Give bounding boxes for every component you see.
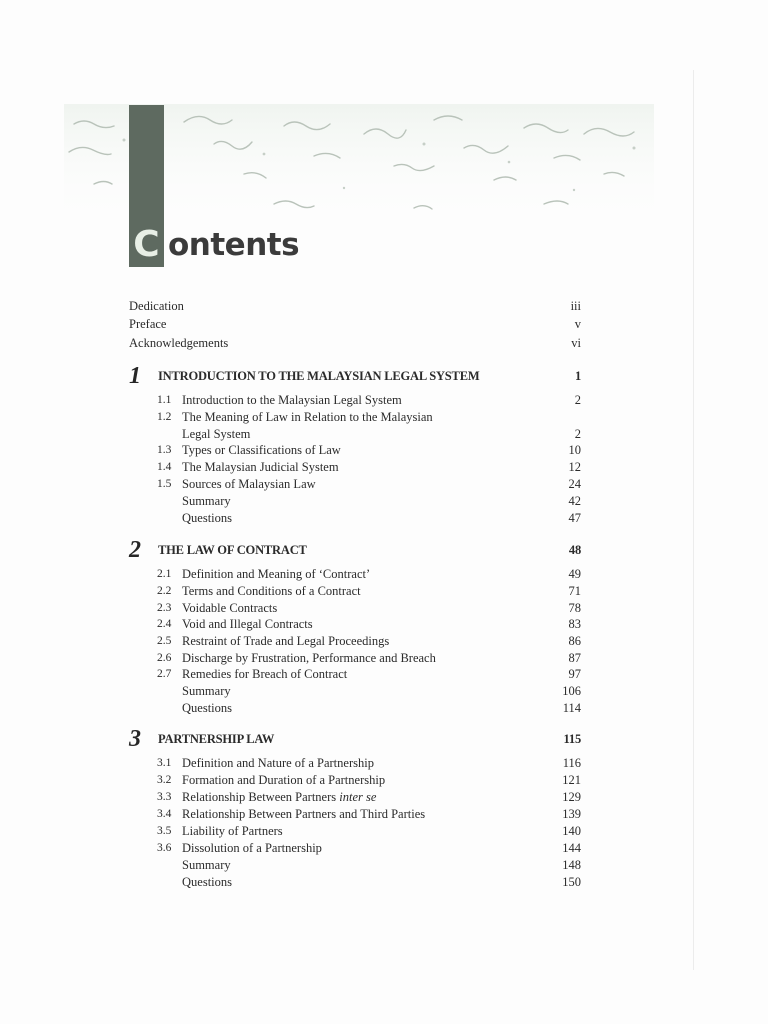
entry-page: 129 (562, 790, 581, 804)
entry-page: 2 (574, 427, 581, 441)
entry-number: 2.3 (157, 602, 172, 614)
entry-number: 1.1 (157, 394, 172, 406)
entry-page: 83 (568, 617, 581, 631)
entry-text: Summary (182, 494, 231, 508)
entry-number: 3.5 (157, 825, 172, 837)
chapter-title: INTRODUCTION TO THE MALAYSIAN LEGAL SYSTEM (158, 369, 480, 383)
entry-number: 2.5 (157, 635, 172, 647)
entry-page: 144 (562, 841, 581, 855)
entry-text: Questions (182, 875, 232, 889)
entry-page: 42 (568, 494, 581, 508)
entry-number: 3.2 (157, 774, 172, 786)
entry-label: Dedication (129, 299, 184, 313)
toc-entry-acknowledgements (129, 335, 581, 352)
entry-number: 1.4 (157, 461, 172, 473)
entry-text (182, 789, 376, 806)
entry-number: 2.4 (157, 618, 172, 630)
entry-page: 150 (562, 875, 581, 889)
entry-text: The Meaning of Law in Relation to the Malaysian (182, 410, 433, 424)
entry-text: Dissolution of a Partnership (182, 841, 322, 855)
chapter-page: 1 (574, 369, 581, 383)
entry-text: Discharge by Frustration, Performance and Breach (182, 651, 436, 665)
chapter-heading (158, 731, 581, 748)
chapter-heading (158, 368, 581, 385)
entry-page: 78 (568, 601, 581, 615)
entry-text: Types or Classifications of Law (182, 443, 341, 457)
entry-text-emphasis: inter se (339, 790, 377, 804)
entry-text: Formation and Duration of a Partnership (182, 773, 386, 787)
entry-page: v (574, 317, 581, 331)
entry-label: Acknowledgements (129, 336, 229, 350)
entry-page: 97 (568, 667, 581, 681)
entry-page: 87 (568, 651, 581, 665)
chapter-page: 115 (563, 732, 581, 746)
entry-text: Summary (182, 684, 231, 698)
entry-page: 2 (574, 393, 581, 407)
entry-number: 1.3 (157, 444, 172, 456)
entry-page: 86 (568, 634, 581, 648)
entry-text: Restraint of Trade and Legal Proceedings (182, 634, 390, 648)
entry-page: 121 (562, 773, 581, 787)
entry-text: Questions (182, 511, 232, 525)
entry-page: 71 (568, 584, 581, 598)
entry-text: Liability of Partners (182, 824, 283, 838)
chapter-heading (158, 542, 581, 559)
entry-number: 3.1 (157, 757, 172, 769)
entry-page: 148 (562, 858, 581, 872)
toc-entry-dedication (129, 298, 581, 315)
entry-number: 2.1 (157, 568, 172, 580)
chapter-page: 48 (568, 543, 581, 557)
chapter-number: 2 (129, 537, 141, 563)
entry-number: 3.6 (157, 842, 172, 854)
title-initial: C (133, 224, 160, 265)
chapter-number: 3 (129, 726, 141, 752)
entry-page: iii (570, 299, 581, 313)
toc-entry-preface (129, 316, 581, 333)
entry-text: Sources of Malaysian Law (182, 477, 316, 491)
entry-number: 3.3 (157, 791, 172, 803)
entry-page: 12 (568, 460, 581, 474)
page-edge (693, 70, 694, 970)
entry-page: 49 (568, 567, 581, 581)
entry-number: 2.7 (157, 668, 172, 680)
entry-number: 1.5 (157, 478, 172, 490)
entry-page: 114 (562, 701, 581, 715)
entry-text: Terms and Conditions of a Contract (182, 584, 361, 598)
entry-text: Summary (182, 858, 231, 872)
chapter-title: PARTNERSHIP LAW (158, 732, 275, 746)
entry-page: 106 (562, 684, 581, 698)
entry-text: Void and Illegal Contracts (182, 617, 313, 631)
entry-text-main: Relationship Between Partners (182, 790, 337, 804)
entry-text: Introduction to the Malaysian Legal System (182, 393, 402, 407)
entry-page: 139 (562, 807, 581, 821)
entry-text: Questions (182, 701, 232, 715)
entry-page: 10 (568, 443, 581, 457)
chapter-number: 1 (129, 363, 141, 389)
entry-label: Preface (129, 317, 167, 331)
entry-text: Definition and Nature of a Partnership (182, 756, 374, 770)
page-title: ontents (168, 227, 300, 263)
entry-text: Remedies for Breach of Contract (182, 667, 348, 681)
entry-text: Voidable Contracts (182, 601, 278, 615)
entry-page: 116 (562, 756, 581, 770)
entry-text: Relationship Between Partners and Third Parties (182, 807, 426, 821)
entry-number: 2.2 (157, 585, 172, 597)
entry-text: Legal System (182, 427, 251, 441)
entry-page: 24 (568, 477, 581, 491)
entry-number: 1.2 (157, 411, 172, 423)
entry-text: The Malaysian Judicial System (182, 460, 339, 474)
entry-page: vi (571, 336, 581, 350)
chapter-title: THE LAW OF CONTRACT (158, 543, 307, 557)
entry-page: 140 (562, 824, 581, 838)
entry-text: Definition and Meaning of ‘Contract’ (182, 567, 371, 581)
entry-page: 47 (568, 511, 581, 525)
entry-number: 2.6 (157, 652, 172, 664)
entry-number: 3.4 (157, 808, 172, 820)
